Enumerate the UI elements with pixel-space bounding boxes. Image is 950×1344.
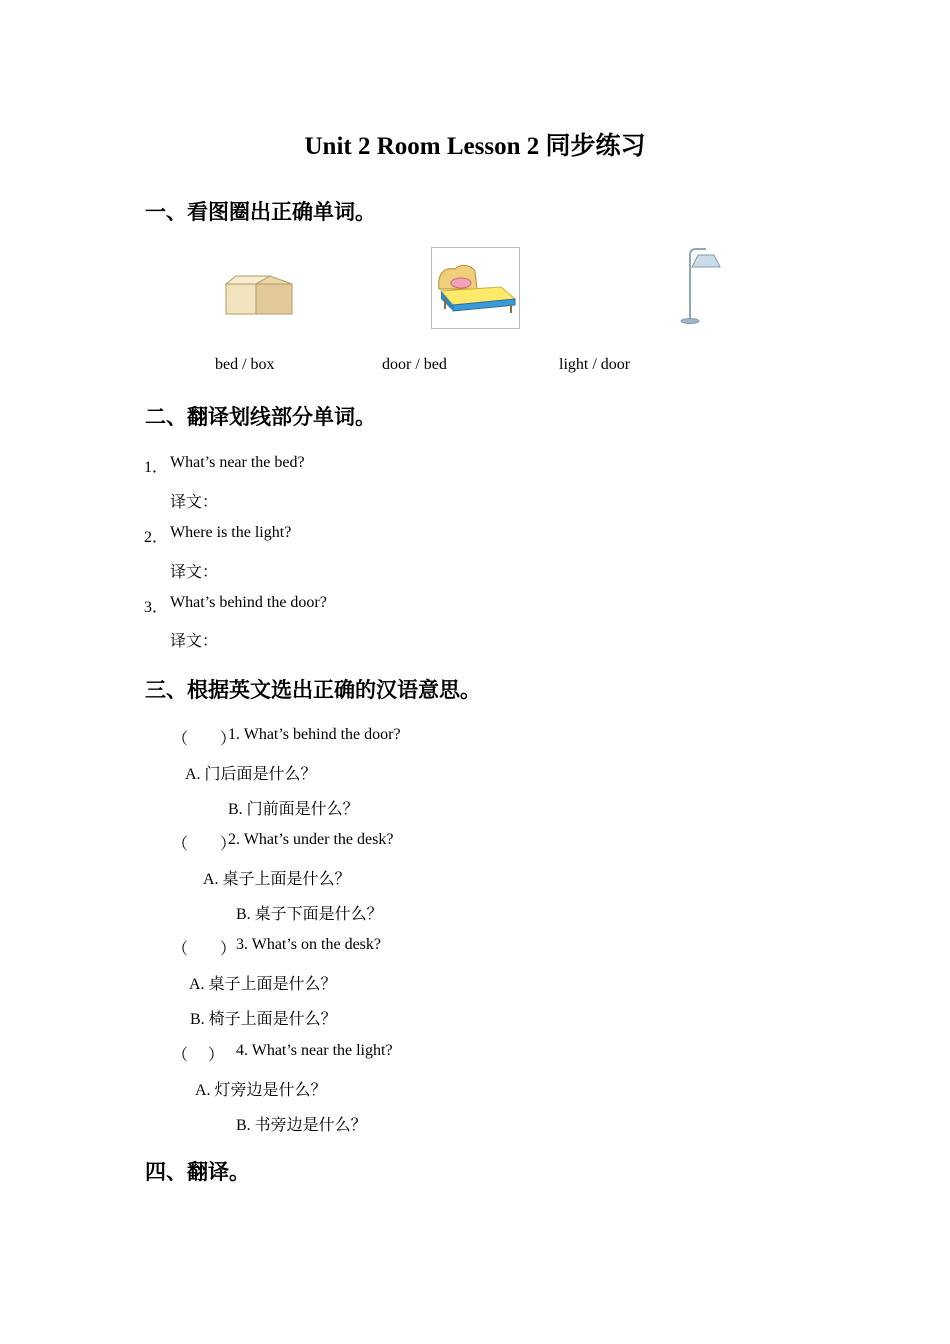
mc2-question: 2. What’s under the desk?	[228, 831, 394, 848]
mc1-bracket: （ ）	[172, 731, 237, 748]
mc4-bracket: （ ）	[172, 1047, 225, 1064]
section-2-heading: 二、翻译划线部分单词。	[145, 405, 376, 429]
page-title: Unit 2 Room Lesson 2 同步练习	[304, 133, 646, 160]
mc4-option-b: B. 书旁边是什么？	[236, 1117, 367, 1134]
mc4-option-a: A. 灯旁边是什么？	[195, 1082, 327, 1099]
q1-number: 1．	[144, 459, 169, 476]
mc2-option-a: A. 桌子上面是什么？	[203, 871, 351, 888]
mc3-question: 3. What’s on the desk?	[236, 936, 382, 953]
mc3-option-a: A. 桌子上面是什么？	[189, 976, 337, 993]
q1-answer-label: 译文：	[170, 494, 219, 511]
section-1-heading: 一、看图圈出正确单词。	[145, 200, 376, 224]
bed-icon	[431, 247, 520, 329]
q2-number: 2．	[144, 529, 169, 546]
section-4-heading: 四、翻译。	[145, 1160, 250, 1184]
mc4-question: 4. What’s near the light?	[236, 1042, 393, 1059]
q1-text: What’s near the bed?	[170, 454, 305, 471]
box-icon	[222, 274, 294, 316]
mc2-bracket: （ ）	[172, 836, 237, 853]
mc1-question: 1. What’s behind the door?	[228, 726, 401, 743]
lamp-icon	[678, 247, 722, 324]
mc2-option-b: B. 桌子下面是什么？	[236, 906, 383, 923]
q2-text: Where is the light?	[170, 524, 292, 541]
choice-1: bed / box	[215, 356, 275, 373]
mc3-option-b: B. 椅子上面是什么？	[190, 1011, 337, 1028]
q2-answer-label: 译文：	[170, 564, 219, 581]
mc1-option-a: A. 门后面是什么？	[185, 766, 317, 783]
choice-3: light / door	[559, 356, 631, 373]
choice-2: door / bed	[382, 356, 447, 373]
mc3-bracket: （ ）	[172, 941, 237, 958]
section-3-heading: 三、根据英文选出正确的汉语意思。	[145, 678, 481, 702]
q3-number: 3．	[144, 599, 169, 616]
mc1-option-b: B. 门前面是什么？	[228, 801, 359, 818]
q3-text: What’s behind the door?	[170, 594, 327, 611]
q3-answer-label: 译文：	[170, 633, 219, 650]
